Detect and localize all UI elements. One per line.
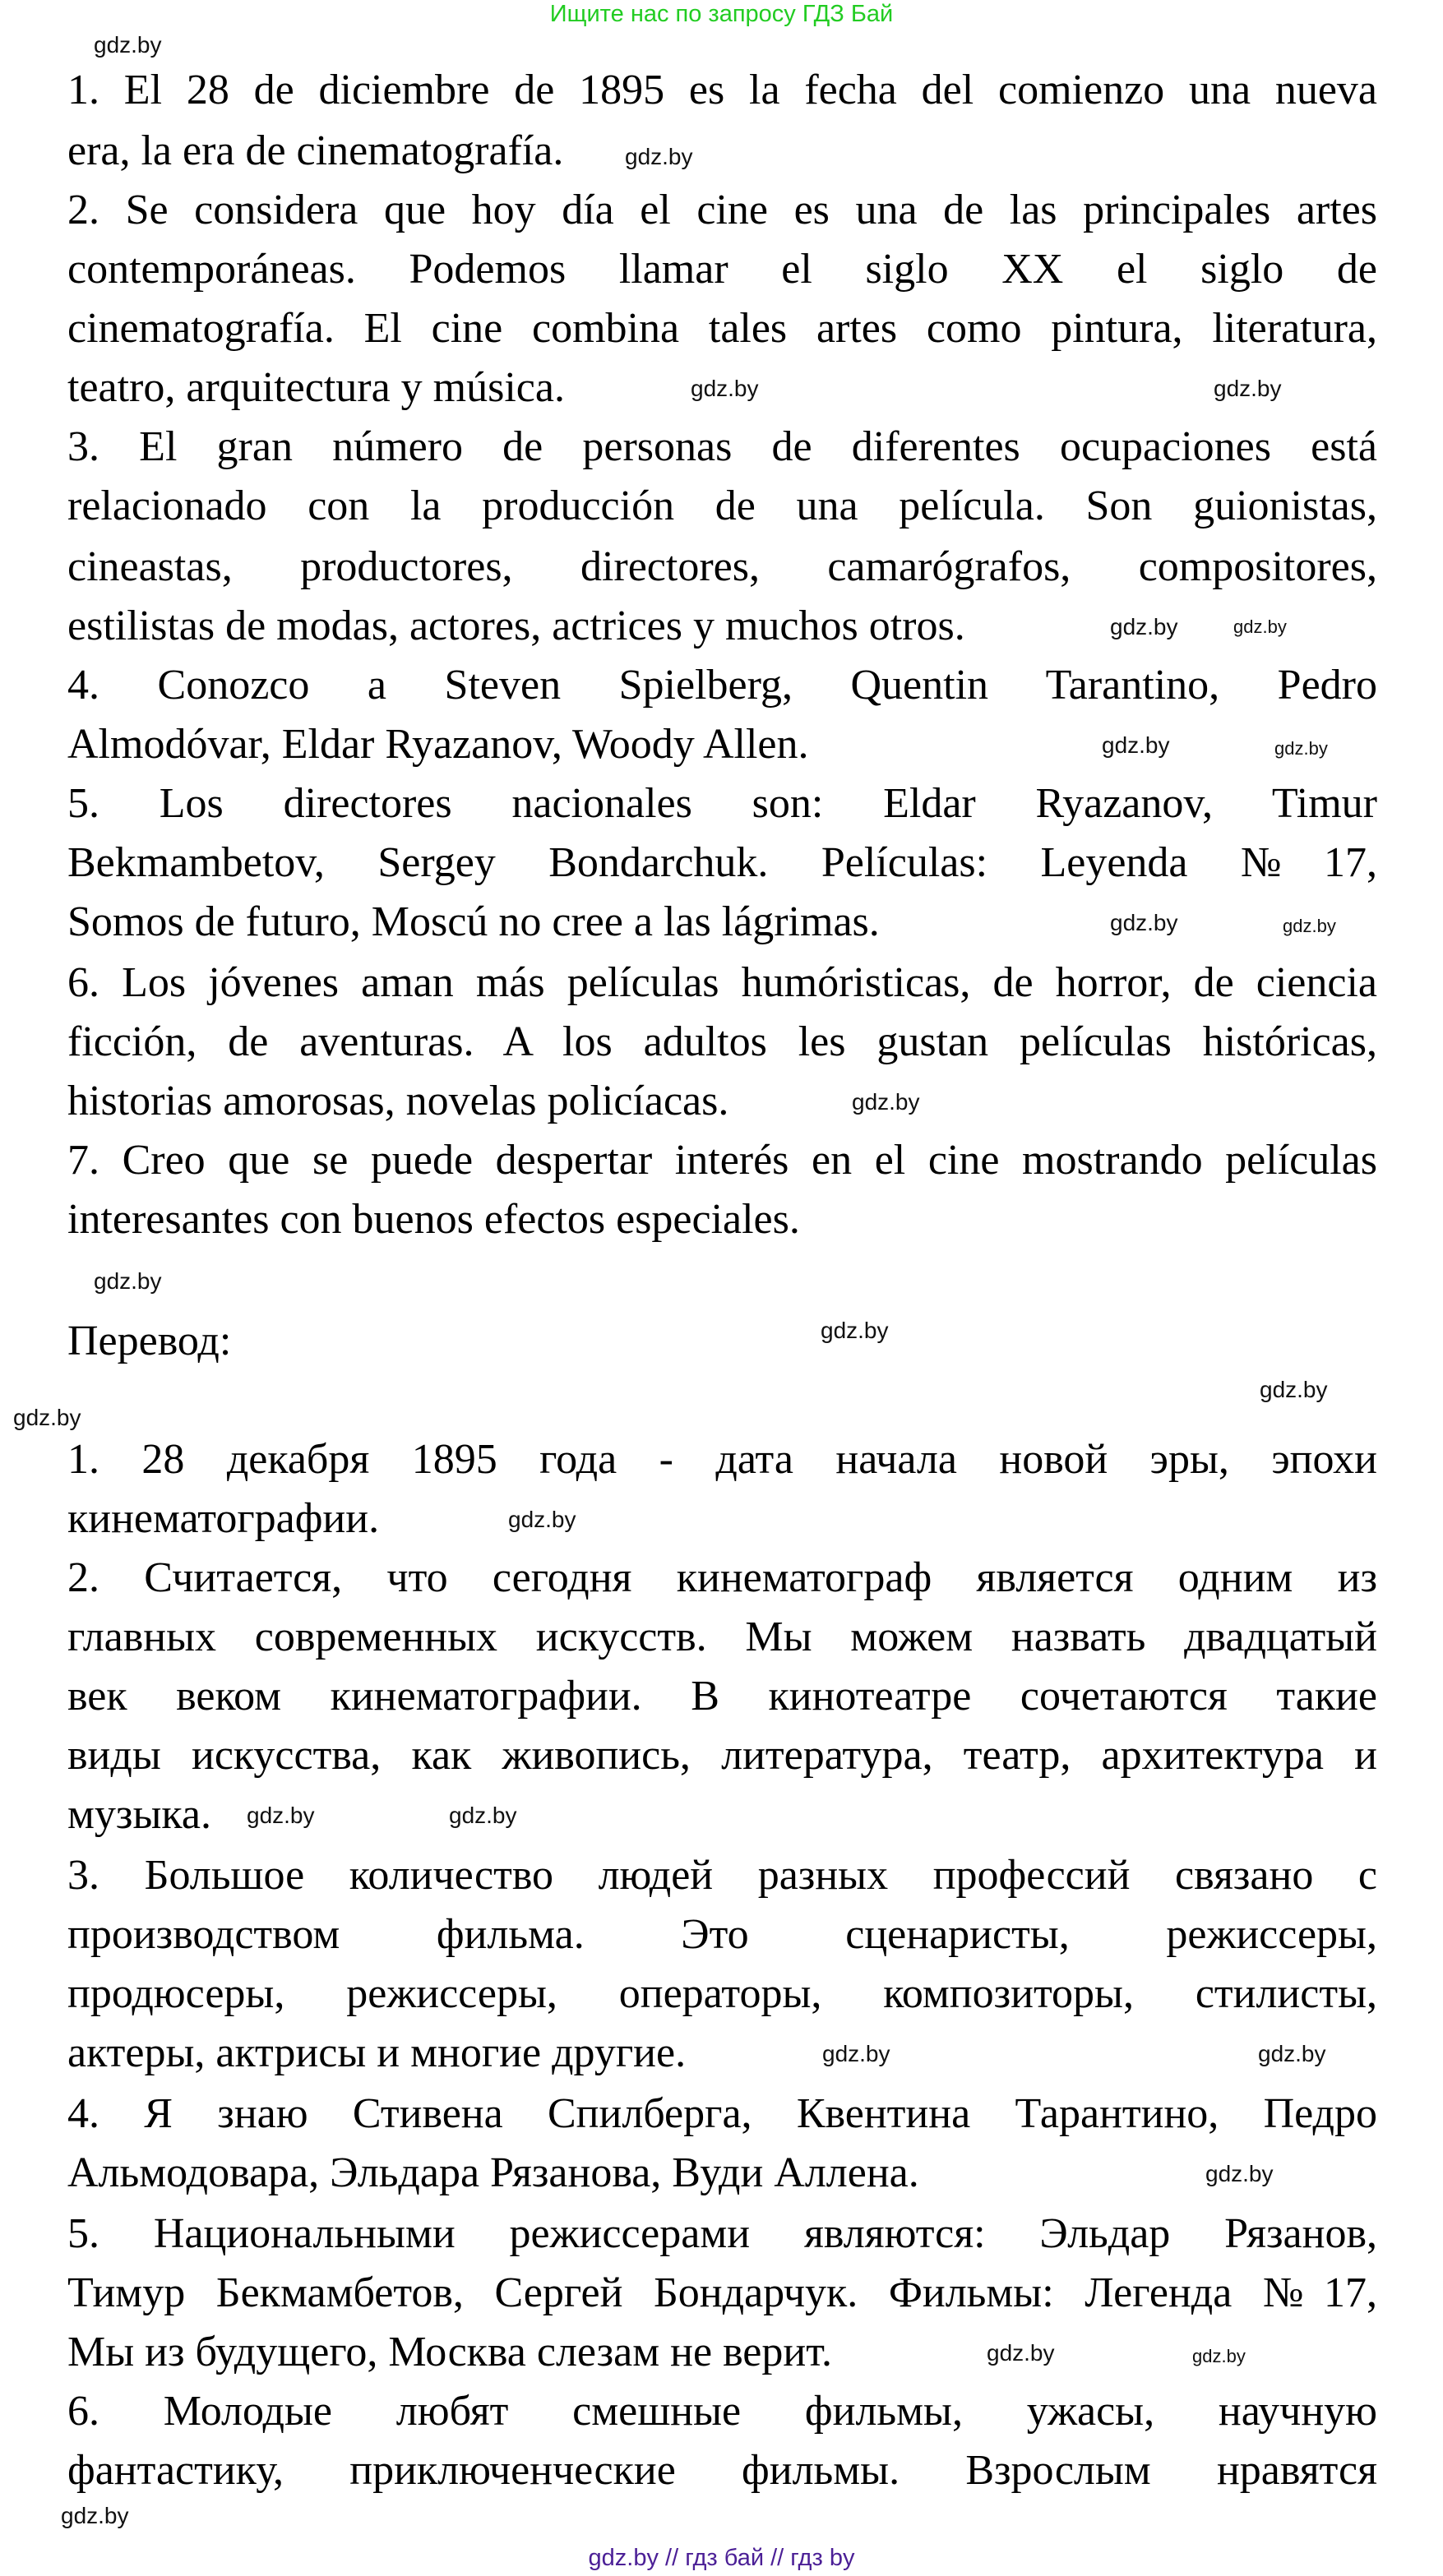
russian-text-line: Тимур Бекмамбетов, Сергей Бондарчук. Фильмы: Легенда №17, bbox=[67, 2269, 1377, 2316]
gdz-watermark: gdz.by bbox=[1260, 1377, 1328, 1402]
gdz-watermark: gdz.by bbox=[1233, 616, 1287, 637]
spanish-text-line: 5. Los directores nacionales son: Eldar Ryazanov, Timur bbox=[67, 780, 1377, 827]
gdz-watermark: gdz.by bbox=[987, 2340, 1055, 2366]
russian-text-line: музыка. bbox=[67, 1791, 211, 1838]
spanish-text-line: Almodóvar, Eldar Ryazanov, Woody Allen. bbox=[67, 721, 809, 768]
russian-text-line: фантастику, приключенческие фильмы. Взрослым нравятся bbox=[67, 2447, 1377, 2494]
footer-watermark: gdz.by // гдз бай // гдз by bbox=[588, 2545, 855, 2571]
gdz-watermark: gdz.by bbox=[1205, 2161, 1274, 2186]
gdz-watermark: gdz.by bbox=[822, 2041, 890, 2066]
gdz-watermark: gdz.by bbox=[508, 1507, 576, 1532]
gdz-watermark: gdz.by bbox=[852, 1089, 920, 1115]
spanish-text-line: relacionado con la producción de una película. Son guionistas, bbox=[67, 482, 1377, 529]
gdz-watermark: gdz.by bbox=[1192, 2346, 1246, 2366]
spanish-text-line: 4. Conozco a Steven Spielberg, Quentin Tarantino, Pedro bbox=[67, 662, 1377, 709]
site-banner: Ищите нас по запросу ГДЗ Бай bbox=[549, 1, 894, 27]
gdz-watermark: gdz.by bbox=[13, 1405, 81, 1430]
spanish-text-line: 1. El 28 de diciembre de 1895 es la fecha del comienzo una nueva bbox=[67, 67, 1377, 113]
spanish-text-line: era, la era de cinematografía. bbox=[67, 127, 564, 174]
spanish-text-line: 7. Creo que se puede despertar interés en el cine mostrando películas bbox=[67, 1137, 1377, 1184]
spanish-text-line: 2. Se considera que hoy día el cine es una de las principales artes bbox=[67, 187, 1377, 233]
gdz-watermark: gdz.by bbox=[625, 144, 693, 169]
spanish-text-line: teatro, arquitectura y música. bbox=[67, 364, 565, 411]
gdz-watermark: gdz.by bbox=[94, 32, 162, 58]
gdz-watermark: gdz.by bbox=[449, 1803, 517, 1828]
gdz-watermark: gdz.by bbox=[1110, 910, 1178, 935]
russian-text-line: век веком кинематографии. В кинотеатре сочетаются такие bbox=[67, 1673, 1377, 1720]
gdz-watermark: gdz.by bbox=[1258, 2041, 1326, 2066]
spanish-text-line: cineastas, productores, directores, camarógrafos, compositores, bbox=[67, 543, 1377, 590]
spanish-text-line: historias amorosas, novelas policíacas. bbox=[67, 1078, 729, 1124]
gdz-watermark: gdz.by bbox=[61, 2503, 129, 2528]
spanish-text-line: Bekmambetov, Sergey Bondarchuk. Películas: Leyenda №17, bbox=[67, 839, 1377, 886]
russian-text-line: 3. Большое количество людей разных профессий связано с bbox=[67, 1852, 1377, 1899]
spanish-text-line: ficción, de aventuras. A los adultos les gustan películas históricas, bbox=[67, 1018, 1377, 1065]
gdz-watermark: gdz.by bbox=[247, 1803, 315, 1828]
russian-text-line: кинематографии. bbox=[67, 1495, 380, 1542]
spanish-text-line: estilistas de modas, actores, actrices y muchos otros. bbox=[67, 602, 965, 649]
russian-text-line: Альмодовара, Эльдара Рязанова, Вуди Аллена. bbox=[67, 2149, 919, 2196]
russian-text-line: 5. Национальными режиссерами являются: Эльдар Рязанов, bbox=[67, 2210, 1377, 2257]
spanish-text-line: cinematografía. El cine combina tales artes como pintura, literatura, bbox=[67, 305, 1377, 352]
gdz-watermark: gdz.by bbox=[1214, 376, 1282, 401]
spanish-text-line: 6. Los jóvenes aman más películas humóristicas, de horror, de ciencia bbox=[67, 959, 1377, 1006]
gdz-watermark: gdz.by bbox=[1274, 738, 1328, 759]
russian-text-line: виды искусства, как живопись, литература, театр, архитектура и bbox=[67, 1732, 1377, 1779]
spanish-text-line: interesantes con buenos efectos especiales. bbox=[67, 1196, 800, 1243]
russian-text-line: 1. 28 декабря 1895 года - дата начала новой эры, эпохи bbox=[67, 1436, 1377, 1483]
russian-text-line: актеры, актрисы и многие другие. bbox=[67, 2029, 687, 2076]
gdz-watermark: gdz.by bbox=[691, 376, 759, 401]
gdz-watermark: gdz.by bbox=[821, 1318, 889, 1343]
russian-text-line: продюсеры, режиссеры, операторы, композиторы, стилисты, bbox=[67, 1970, 1377, 2017]
russian-text-line: 2. Считается, что сегодня кинематограф является одним из bbox=[67, 1554, 1377, 1601]
russian-text-line: Мы из будущего, Москва слезам не верит. bbox=[67, 2329, 833, 2375]
spanish-text-line: contemporáneas. Podemos llamar el siglo XX el siglo de bbox=[67, 246, 1377, 293]
gdz-watermark: gdz.by bbox=[1102, 732, 1170, 758]
gdz-watermark: gdz.by bbox=[1283, 916, 1336, 936]
translation-heading: Перевод: bbox=[67, 1318, 232, 1364]
spanish-text-line: Somos de futuro, Moscú no cree a las lágrimas. bbox=[67, 898, 880, 945]
gdz-watermark: gdz.by bbox=[94, 1268, 162, 1294]
russian-text-line: производством фильма. Это сценаристы, режиссеры, bbox=[67, 1911, 1377, 1958]
russian-text-line: главных современных искусств. Мы можем назвать двадцатый bbox=[67, 1613, 1377, 1660]
russian-text-line: 4. Я знаю Стивена Спилберга, Квентина Тарантино, Педро bbox=[67, 2090, 1377, 2137]
russian-text-line: 6. Молодые любят смешные фильмы, ужасы, научную bbox=[67, 2388, 1377, 2435]
spanish-text-line: 3. El gran número de personas de diferentes ocupaciones está bbox=[67, 423, 1377, 470]
gdz-watermark: gdz.by bbox=[1110, 614, 1178, 639]
